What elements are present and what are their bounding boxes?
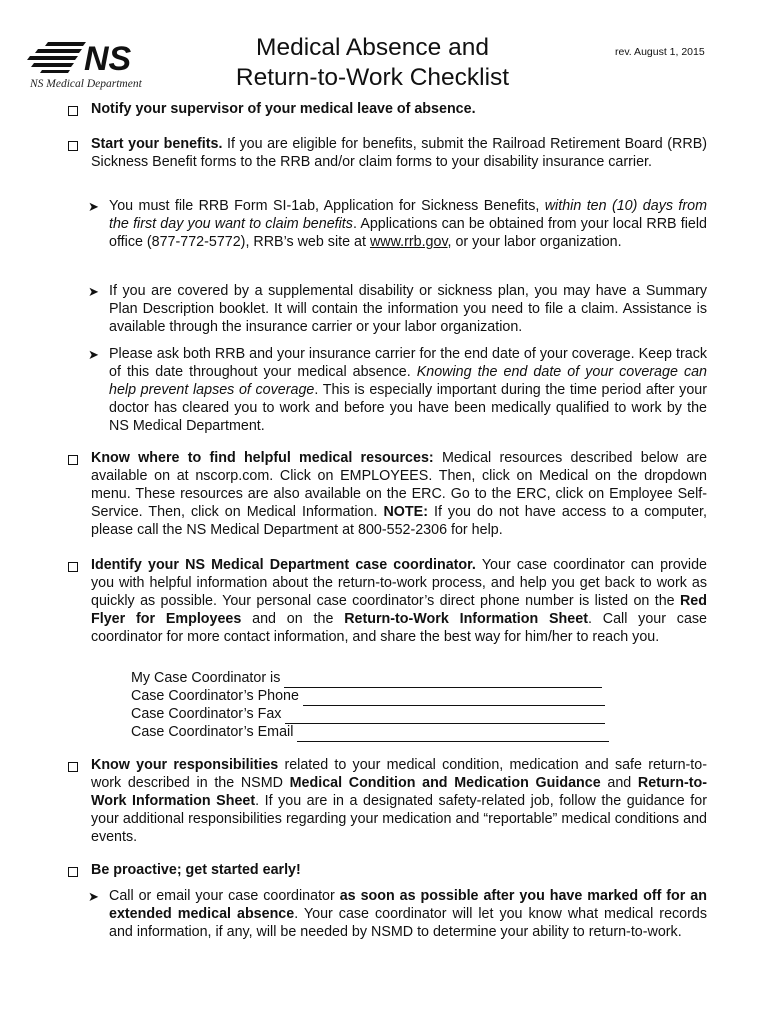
item-proactive-heading: Be proactive; get started early! — [91, 862, 301, 878]
item-benefits-heading: Start your benefits. — [91, 136, 223, 152]
logo-stripe — [27, 56, 78, 60]
item-coordinator: Identify your NS Medical Department case coordinator. Your case coordinator can provide you with helpful information about the return-to-work process, and help you get back to work as quickly as possible. Your personal case coordinator’s direct phone number is listed on the Red Flyer for Employees and on the Return-to-Work Information Sheet. Call your case coordinator for more contact information, and share the best way for him/her to reach you. — [91, 557, 708, 645]
item-proactive — [91, 862, 707, 880]
coordinator-fields — [131, 670, 609, 742]
checkbox-resources[interactable] — [68, 455, 78, 465]
logo-stripe — [45, 42, 86, 46]
checkbox-responsibilities[interactable] — [68, 762, 78, 772]
coordinator-fax-field[interactable] — [285, 710, 605, 724]
item-responsibilities: Know your responsibilities related to your medical condition, medication and safe return-to-work described in the NSMD Medical Condition and Medication Guidance and Return-to-Work Information Sheet. If you are in a designated safety-related job, follow the guidance for your additional responsibilities regarding your medication and “reportable” medical conditions and events. — [91, 757, 707, 845]
item-benefits — [91, 136, 707, 172]
arrow-bullet-icon: ➤ — [88, 347, 99, 362]
benefits-bullet-2: If you are covered by a supplemental disability or sickness plan, you may have a Summary Plan Description booklet. It will contain the information you need to file a claim. Assistance is available through the insurance carrier or your labor organization. — [109, 283, 707, 335]
item-benefits-text: If you are eligible for benefits, submit the Railroad Retirement Board (RRB) Sickness Benefit forms to the RRB and/or claim forms to your disability insurance carrier. — [91, 136, 707, 170]
document-title — [205, 33, 540, 93]
item-notify — [91, 101, 707, 119]
coordinator-fax-row — [131, 706, 609, 724]
coordinator-email-label: Case Coordinator’s Email — [131, 723, 294, 740]
coordinator-name-row — [131, 670, 609, 688]
item-coordinator-heading: Identify your NS Medical Department case coordinator. — [91, 557, 476, 573]
logo-text: NS — [84, 40, 132, 76]
checkbox-benefits[interactable] — [68, 141, 78, 151]
coordinator-phone-label: Case Coordinator’s Phone — [131, 687, 299, 704]
proactive-bullet-1: Call or email your case coordinator as soon as possible after you have marked off for an extended medical absence. Your case coordinator will let you know what medical records and information, if any, will be needed by NSMD to determine your ability to return-to-work. — [109, 888, 707, 940]
note-label: NOTE: — [383, 503, 428, 520]
logo-stripe — [40, 70, 70, 73]
item-responsibilities-heading: Know your responsibilities — [91, 757, 279, 773]
department-name: NS Medical Department — [30, 78, 142, 90]
logo-stripe — [31, 63, 74, 67]
arrow-bullet-icon: ➤ — [88, 284, 99, 299]
title-line-1: Medical Absence and — [256, 34, 489, 61]
item-notify-heading: Notify your supervisor of your medical leave of absence. — [91, 101, 476, 117]
benefits-bullet-3: Please ask both RRB and your insurance carrier for the end date of your coverage. Keep track of this date throughout your medical absence. Knowing the end date of your coverage can help prevent lapses of coverage. This is especially important during the time period after your doctor has cleared you to work and before you have been medically qualified to work by the NS Medical Department. — [109, 346, 707, 434]
item-resources: Know where to find helpful medical resources: Medical resources described below are available on at nscorp.com. Click on EMPLOYEES. Then, click on Medical on the dropdown menu. These resources are also available on the ERC. Go to the ERC, click on Employee Self-Service. Then, click on Medical Information. NOTE: If you do not have access to a computer, please call the NS Medical Department at 800-552-2306 for help. — [91, 450, 708, 538]
ns-logo — [26, 36, 156, 76]
coordinator-phone-row — [131, 688, 609, 706]
checkbox-notify[interactable] — [68, 106, 78, 116]
benefits-bullet-1: You must file RRB Form SI-1ab, Application for Sickness Benefits, within ten (10) days from the first day you want to claim benefits. Applications can be obtained from your local RRB field office (877-772-5772), RRB’s web site at www.rrb.gov, or your labor organization. — [109, 198, 707, 250]
coordinator-email-field[interactable] — [297, 728, 609, 742]
coordinator-phone-field[interactable] — [303, 692, 605, 706]
coordinator-name-field[interactable] — [284, 674, 602, 688]
coordinator-fax-label: Case Coordinator’s Fax — [131, 705, 282, 722]
title-line-2: Return-to-Work Checklist — [235, 64, 510, 91]
coordinator-email-row — [131, 724, 609, 742]
logo-stripe — [35, 49, 82, 53]
checkbox-coordinator[interactable] — [68, 562, 78, 572]
revision-date: rev. August 1, 2015 — [615, 46, 705, 58]
item-resources-heading: Know where to find helpful medical resources: — [91, 450, 434, 466]
arrow-bullet-icon: ➤ — [88, 199, 99, 214]
rrb-website-link[interactable]: www.rrb.gov — [369, 233, 448, 250]
arrow-bullet-icon: ➤ — [88, 889, 99, 904]
checkbox-proactive[interactable] — [68, 867, 78, 877]
coordinator-name-label: My Case Coordinator is — [131, 669, 281, 686]
